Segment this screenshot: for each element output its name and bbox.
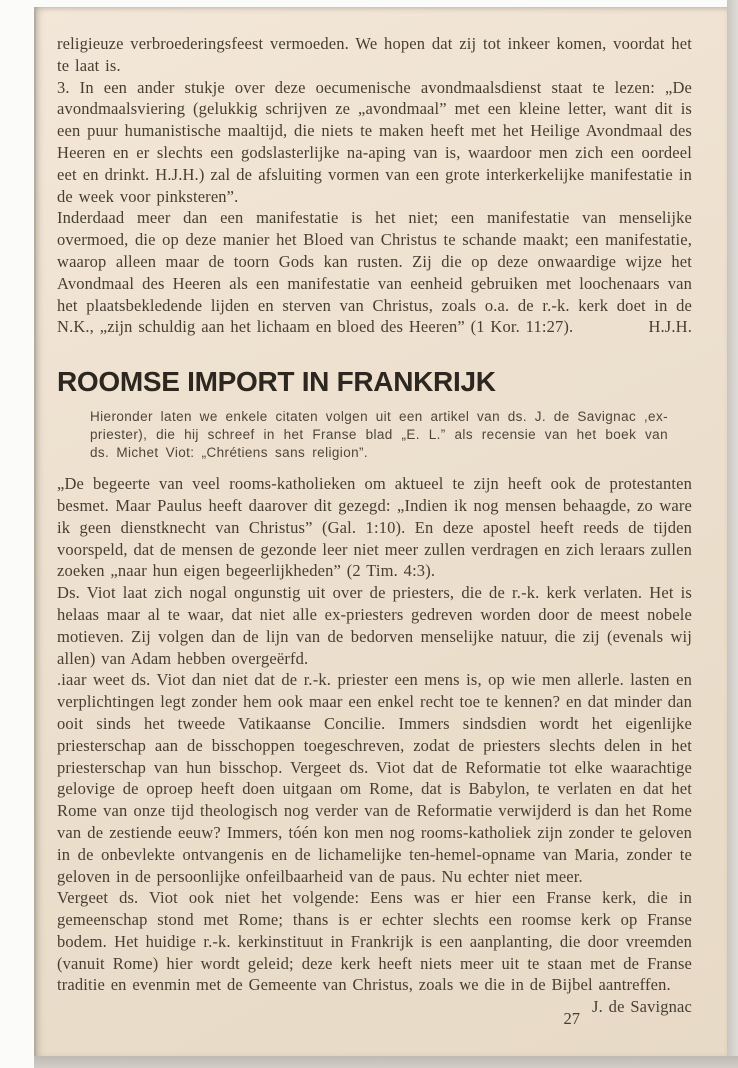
scanned-page [34, 7, 727, 1056]
paragraph-text: Vergeet ds. Viot ook niet het volgende: Eens was er hier een Franse kerk, die in gemeenschap stond met Rome; thans is er echter slechts een roomse kerk op Franse bodem. Het huidige r.-k. kerkinstituut in Frankrijk is een aanplanting, die door vreemden (vanuit Rome) hier wordt geleid; deze kerk heeft niets meer uit te staan met de Franse traditie en evenmin met de Gemeente van Christus, zoals we die in de Bijbel aantreffen. [57, 888, 692, 995]
paragraph-text: Inderdaad meer dan een manifestatie is het niet; een manifestatie van menselijke overmoed, die op deze manier het Bloed van Christus te schande maakt; een manifestatie, waarop alleen maar de toorn Gods kan rusten. Zij die op deze onwaardige wijze het Avondmaal des Heeren als een manifestatie van eenheid gebruiken met loochenaars van het plaatsbekledende lijden en sterven van Christus, zoals o.a. de r.-k. kerk doet in de N.K., „zijn schuldig aan het lichaam en bloed des Heeren” (1 Kor. 11:27). [57, 208, 692, 337]
scanner-edge-right [727, 0, 738, 1068]
page-content [36, 7, 727, 1029]
scanner-edge-bottom [34, 1056, 738, 1068]
author-signature: H.J.H. [648, 317, 692, 337]
paragraph [57, 207, 692, 338]
paragraph-text: Ds. Viot laat zich nogal ongunstig uit over de priesters, die de r.-k. kerk verlaten. Het is helaas maar al te waar, dat niet alle ex-priesters gedreven worden door de meest nobele motieven. Zij volgen dan de lijn van de bedorven menselijke natuur, die zij (evenals wij allen) van Adam hebben overgeërfd. [57, 583, 692, 668]
article-intro: Hieronder laten we enkele citaten volgen uit een artikel van ds. J. de Savignac ,ex-priester), die hij schreef in het Franse blad „E. L.” als recensie van het boek van ds. Michet Viot: „Chrétiens sans religion”. [90, 409, 668, 461]
page-number: 27 [563, 1009, 581, 1029]
article-title: ROOMSE IMPORT IN FRANKRIJK [57, 366, 496, 398]
paragraph [57, 77, 692, 208]
paragraph-text: .iaar weet ds. Viot dan niet dat de r.-k. priester een mens is, op wie men allerle. lasten en verplichtingen legt zonder hem ook maar een enkel recht toe te kennen? en dat minder dan ooit sinds het tweede Vatikaanse Concilie. Immers sindsdien wordt het eigenlijke priesterschap aan de bisschoppen toegeschreven, zodat de priesters slechts delen in het priesterschap van hun bisschop. Vergeet ds. Viot dat de Reformatie tot elke waarachtige gelovige de oproep heeft doen uitgaan om Rome, dat is Babylon, te verlaten en dat het Rome van onze tijd theologisch nog verder van de Reformatie verwijderd is dan het Rome van de zestiende eeuw? Immers, tóén kon men nog rooms-katholiek zijn zonder te geloven in de onbevlekte ontvangenis en de lichamelijke ten-hemel-opname van Maria, zonder te geloven in de persoonlijke onfeilbaarheid van de paus. Nu echter niet meer. [57, 670, 692, 886]
paragraph [57, 669, 692, 887]
author-signature: J. de Savignac [592, 997, 692, 1017]
paragraph [57, 473, 692, 582]
paragraph-text: 3. In een ander stukje over deze oecumenische avondmaalsdienst staat te lezen: „De avondmaalsviering (gelukkig schrijven ze „avondmaal” met een kleine letter, want dit is een puur humanistische maaltijd, die niets te maken heeft met het Heilige Avondmaal des Heeren en er slechts een godslasterlijke na-aping van is, waardoor men zich een oordeel eet en drinkt. H.J.H.) zal de afsluiting vormen van een grote interkerkelijke manifestatie in de week voor pinksteren”. [57, 77, 692, 206]
paragraph-text: religieuze verbroederingsfeest vermoeden. We hopen dat zij tot inkeer komen, voordat het te laat is. [57, 34, 692, 75]
paragraph [57, 33, 692, 77]
paragraph [57, 582, 692, 669]
paragraph-text: „De begeerte van veel rooms-katholieken om aktueel te zijn heeft ook de protestanten besmet. Maar Paulus heeft daarover dit gezegd: „Indien ik nog mensen behaagde, zo ware ik geen dienstknecht van Christus” (Gal. 1:10). En deze apostel heeft reeds de tijden voorspeld, dat de mensen de gezonde leer niet meer zullen verdragen en zich leraars zullen zoeken „naar hun eigen begeerlijkheden” (2 Tim. 4:3). [57, 474, 692, 581]
paragraph [57, 887, 692, 1017]
